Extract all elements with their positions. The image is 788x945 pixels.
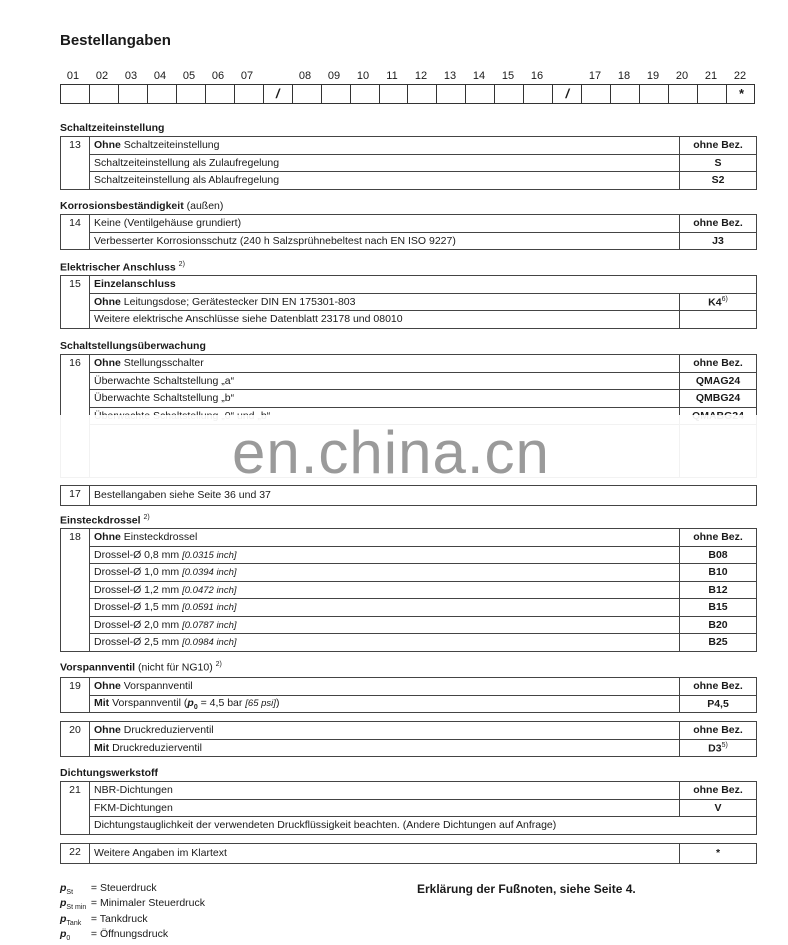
table-row: [61, 581, 757, 599]
table-row: [61, 311, 757, 329]
table-row: [61, 486, 757, 506]
option-note: Dichtungstauglichkeit der verwendeten Druckflüssigkeit beachten. (Andere Dichtungen auf Anfrage): [90, 817, 757, 835]
legend-item: $p_0$ = Öffnungsdruck: [60, 928, 169, 943]
code-cell[interactable]: [61, 85, 90, 103]
footnote-reference: Erklärung der Fußnoten, siehe Seite 4.: [417, 882, 636, 896]
option-code: D3$^{5)}$: [680, 739, 757, 757]
code-position-04: 04: [153, 70, 167, 82]
code-position-09: 09: [327, 70, 341, 82]
code-position-22: 22: [733, 70, 747, 82]
section-title-elektrisch: Elektrischer Anschluss $^{2)}$: [60, 261, 185, 274]
code-position-11: 11: [386, 70, 398, 82]
code-cell[interactable]: [582, 85, 611, 103]
table-korrosion: [60, 214, 757, 250]
option-text: Schaltzeiteinstellung als Zulaufregelung: [90, 154, 680, 172]
table-vorspannventil: [60, 677, 757, 713]
option-code: B08: [680, 546, 757, 564]
table-row: [61, 844, 757, 864]
table-klartext: [60, 843, 757, 864]
position-number: 16: [61, 355, 90, 478]
option-code: B10: [680, 564, 757, 582]
section-title-vorspannventil: Vorspannventil (nicht für NG10) $^{2)}$: [60, 661, 222, 674]
code-position-08: 08: [298, 70, 312, 82]
option-text: Drossel-Ø 2,0 mm [0.0787 inch]: [90, 616, 680, 634]
option-code: ohne Bez.: [680, 215, 757, 233]
option-code: B20: [680, 616, 757, 634]
option-text: NBR-Dichtungen: [90, 782, 680, 800]
code-position-19: 19: [646, 70, 660, 82]
table-row: [61, 599, 757, 617]
legend-item: $p_{Tank}$ = Tankdruck: [60, 913, 148, 928]
option-code: S: [680, 154, 757, 172]
table-row: [61, 172, 757, 190]
code-cell[interactable]: [466, 85, 495, 103]
position-number: 17: [61, 486, 90, 506]
code-position-02: 02: [95, 70, 109, 82]
code-cell[interactable]: [206, 85, 235, 103]
table-row: [61, 678, 757, 696]
table-row: [61, 390, 757, 408]
code-cell[interactable]: [495, 85, 524, 103]
option-code: ohne Bez.: [680, 782, 757, 800]
code-cell[interactable]: [351, 85, 380, 103]
code-cell[interactable]: [235, 85, 264, 103]
option-code: J3: [680, 232, 757, 250]
option-text: Weitere Angaben im Klartext: [90, 844, 680, 864]
code-cell[interactable]: [669, 85, 698, 103]
legend-item: $p_{St min}$ = Minimaler Steuerdruck: [60, 897, 206, 912]
code-cell[interactable]: [119, 85, 148, 103]
section-title-korrosion: Korrosionsbeständigkeit (außen): [60, 200, 224, 212]
option-code: B12: [680, 581, 757, 599]
table-schaltzeit: [60, 136, 757, 190]
option-code: V: [680, 799, 757, 817]
option-text: Ohne Einsteckdrossel: [90, 529, 680, 547]
code-cell[interactable]: [640, 85, 669, 103]
group-header: Einzelanschluss: [90, 276, 757, 294]
code-cell[interactable]: [177, 85, 206, 103]
position-number: 13: [61, 137, 90, 190]
position-number: 21: [61, 782, 90, 835]
table-row: [61, 722, 757, 740]
option-text: Ohne Vorspannventil: [90, 678, 680, 696]
code-cell[interactable]: [322, 85, 351, 103]
position-number: 19: [61, 678, 90, 713]
option-text: Keine (Ventilgehäuse grundiert): [90, 215, 680, 233]
table-row: [61, 276, 757, 294]
section-title-schaltstellung: Schaltstellungsüberwachung: [60, 340, 206, 352]
option-code: ohne Bez.: [680, 137, 757, 155]
option-text: Ohne Druckreduzierventil: [90, 722, 680, 740]
position-number: 20: [61, 722, 90, 757]
table-row: [61, 616, 757, 634]
option-text: Mit Vorspannventil ($p_0 = 4,5$ bar [65 psi]): [90, 695, 680, 713]
option-text: Überwachte Schaltstellung „b“: [90, 390, 680, 408]
table-row: [61, 739, 757, 757]
option-text: Verbesserter Korrosionsschutz (240 h Salzsprühnebeltest nach EN ISO 9227): [90, 232, 680, 250]
option-code: ohne Bez.: [680, 678, 757, 696]
option-code: P4,5: [680, 695, 757, 713]
code-separator: /: [553, 85, 582, 103]
option-text: Weitere elektrische Anschlüsse siehe Datenblatt 23178 und 08010: [90, 311, 680, 329]
position-number: 15: [61, 276, 90, 329]
code-cell[interactable]: [437, 85, 466, 103]
code-position-13: 13: [443, 70, 457, 82]
table-einsteckdrossel: [60, 528, 757, 652]
option-text: Drossel-Ø 2,5 mm [0.0984 inch]: [90, 634, 680, 652]
code-cell[interactable]: [698, 85, 727, 103]
code-cell[interactable]: [611, 85, 640, 103]
position-number: 18: [61, 529, 90, 652]
page-title: Bestellangaben: [60, 32, 171, 49]
code-position-10: 10: [356, 70, 370, 82]
order-code-box: [60, 84, 755, 104]
option-code: QMBG24: [680, 390, 757, 408]
section-title-dichtungswerkstoff: Dichtungswerkstoff: [60, 767, 159, 779]
code-cell[interactable]: [409, 85, 438, 103]
option-code: ohne Bez.: [680, 529, 757, 547]
table-row: [61, 137, 757, 155]
table-row: [61, 355, 757, 373]
code-position-06: 06: [211, 70, 225, 82]
code-separator: /: [264, 85, 293, 103]
option-text: Drossel-Ø 1,0 mm [0.0394 inch]: [90, 564, 680, 582]
table-row: [61, 372, 757, 390]
option-code: *: [680, 844, 757, 864]
table-row: [61, 154, 757, 172]
code-cell[interactable]: [148, 85, 177, 103]
option-code: B15: [680, 599, 757, 617]
code-position-21: 21: [704, 70, 718, 82]
option-text: Drossel-Ø 1,2 mm [0.0472 inch]: [90, 581, 680, 599]
table-row: [61, 232, 757, 250]
option-text: Schaltzeiteinstellung als Ablaufregelung: [90, 172, 680, 190]
code-position-15: 15: [501, 70, 515, 82]
table-bestellangaben: [60, 485, 757, 506]
code-position-12: 12: [414, 70, 428, 82]
option-text: Mit Druckreduzierventil: [90, 739, 680, 757]
table-row: [61, 634, 757, 652]
code-position-20: 20: [675, 70, 689, 82]
option-text: Ohne Schaltzeiteinstellung: [90, 137, 680, 155]
code-position-03: 03: [124, 70, 138, 82]
table-row: [61, 817, 757, 835]
table-row: [61, 564, 757, 582]
table-row: [61, 782, 757, 800]
code-position-16: 16: [530, 70, 544, 82]
code-position-17: 17: [588, 70, 602, 82]
option-text: FKM-Dichtungen: [90, 799, 680, 817]
section-title-einsteckdrossel: Einsteckdrossel $^{2)}$: [60, 514, 150, 527]
section-title-schaltzeit: Schaltzeiteinstellung: [60, 122, 165, 134]
code-position-18: 18: [617, 70, 631, 82]
option-text: Bestellangaben siehe Seite 36 und 37: [90, 486, 757, 506]
option-text: Drossel-Ø 0,8 mm [0.0315 inch]: [90, 546, 680, 564]
table-druckreduzierventil: [60, 721, 757, 757]
code-cell[interactable]: [90, 85, 119, 103]
code-cell[interactable]: *: [738, 86, 745, 101]
table-row: [61, 695, 757, 713]
table-row: [61, 293, 757, 311]
code-cell[interactable]: [380, 85, 409, 103]
watermark: en.china.cn: [232, 419, 550, 486]
option-code: K4$^{6)}$: [680, 293, 757, 311]
option-code: QMAG24: [680, 372, 757, 390]
option-code: [680, 311, 757, 329]
option-text: Überwachte Schaltstellung „a“: [90, 372, 680, 390]
code-position-05: 05: [182, 70, 196, 82]
table-row: [61, 215, 757, 233]
code-position-numbers: [60, 70, 755, 82]
code-position-14: 14: [472, 70, 486, 82]
code-position-01: 01: [66, 70, 80, 82]
code-position-07: 07: [240, 70, 254, 82]
table-row: [61, 546, 757, 564]
option-text: Drossel-Ø 1,5 mm [0.0591 inch]: [90, 599, 680, 617]
code-cell[interactable]: [293, 85, 322, 103]
table-elektrisch: [60, 275, 757, 329]
table-row: [61, 529, 757, 547]
option-code: ohne Bez.: [680, 722, 757, 740]
table-dichtungswerkstoff: [60, 781, 757, 835]
position-number: 14: [61, 215, 90, 250]
code-cell[interactable]: [524, 85, 553, 103]
legend-item: $p_{St}$ = Steuerdruck: [60, 882, 157, 897]
option-text: Ohne Stellungsschalter: [90, 355, 680, 373]
option-code: B25: [680, 634, 757, 652]
table-row: [61, 799, 757, 817]
option-text: Ohne Leitungsdose; Gerätestecker DIN EN 175301-803: [90, 293, 680, 311]
position-number: 22: [61, 844, 90, 864]
option-code: ohne Bez.: [680, 355, 757, 373]
option-code: S2: [680, 172, 757, 190]
